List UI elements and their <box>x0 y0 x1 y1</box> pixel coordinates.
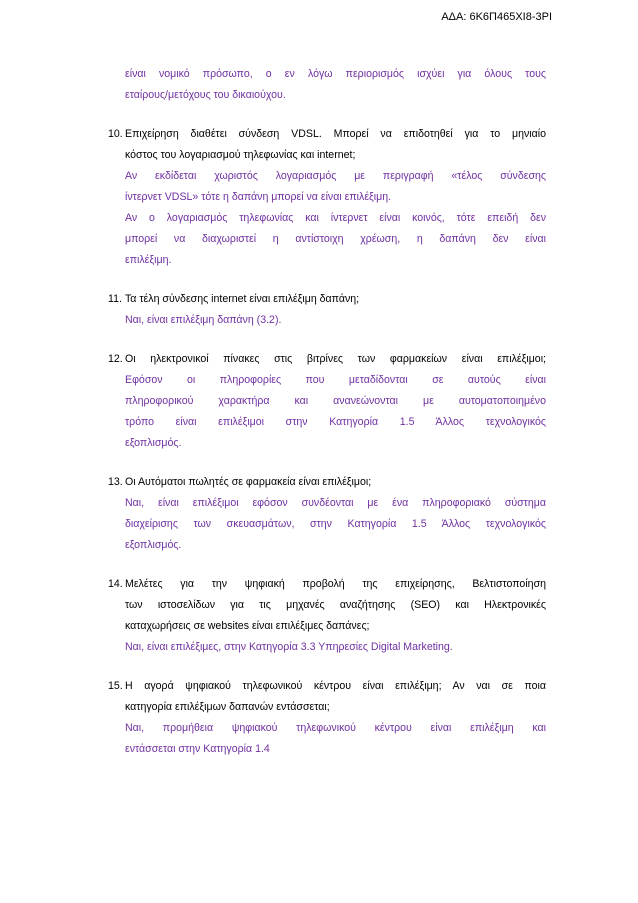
question-number: 14. <box>108 578 123 590</box>
question-body <box>125 124 546 271</box>
answer-text-line: Ναι, προμήθεια ψηφιακού τηλεφωνικού κέντρου είναι επιλέξιμη και <box>125 722 546 734</box>
answer-text-line: Ναι, είναι επιλέξιμοι εφόσον συνδέονται με ένα πληροφοριακό σύστημα <box>125 497 546 509</box>
question-text-line: κατηγορία επιλέξιμων δαπανών εντάσσεται; <box>125 701 330 713</box>
faq-list <box>108 124 546 760</box>
answer-text-line: Αν ο λογαριασμός τηλεφωνίας και ίντερνετ είναι κοινός, τότε επειδή δεν <box>125 212 546 224</box>
answer-text-line: Αν εκδίδεται χωριστός λογαριασμός με περιγραφή «τέλος σύνδεσης <box>125 170 546 182</box>
document-body <box>108 64 546 760</box>
question-text-line: κόστος του λογαριασμού τηλεφωνίας και internet; <box>125 149 356 161</box>
question-body <box>125 574 546 658</box>
answer-text-line: ίντερνετ VDSL» τότε η δαπάνη μπορεί να είναι επιλέξιμη. <box>125 191 392 203</box>
question-number: 13. <box>108 476 123 488</box>
document-ada-code: ΑΔΑ: 6Κ6Π465ΧΙ8-3ΡΙ <box>441 11 552 23</box>
answer-text-line: τρόπο είναι επιλέξιμοι στην Κατηγορία 1.5 Άλλος τεχνολογικός <box>125 416 546 428</box>
answer-text-line: εξοπλισμός. <box>125 437 182 449</box>
answer-text-line: Ναι, είναι επιλέξιμη δαπάνη (3.2). <box>125 314 282 326</box>
question-body <box>125 676 546 760</box>
question-text-line: Τα τέλη σύνδεσης internet είναι επιλέξιμη δαπάνη; <box>125 293 360 305</box>
question-number: 12. <box>108 353 123 365</box>
question-text-line: καταχωρήσεις σε websites είναι επιλέξιμες δαπάνες; <box>125 620 370 632</box>
question-number: 15. <box>108 680 123 692</box>
question-text-line: Μελέτες για την ψηφιακή προβολή της επιχείρησης, Βελτιστοποίηση <box>125 578 546 590</box>
faq-item <box>108 124 546 271</box>
faq-item <box>108 289 546 331</box>
faq-item <box>108 676 546 760</box>
question-number: 10. <box>108 128 123 140</box>
faq-item <box>108 574 546 658</box>
question-text-line: Οι ηλεκτρονικοί πίνακες στις βιτρίνες των φαρμακείων είναι επιλέξιμοι; <box>125 353 546 365</box>
question-body <box>125 349 546 454</box>
answer-text-line: επιλέξιμη. <box>125 254 172 266</box>
answer-text-line: εντάσσεται στην Κατηγορία 1.4 <box>125 743 270 755</box>
question-text-line: των ιστοσελίδων για τις μηχανές αναζήτησης (SEO) και Ηλεκτρονικές <box>125 599 546 611</box>
answer-text-line: πληροφορικού χαρακτήρα και ανανεώνονται με αυτοματοποιημένο <box>125 395 546 407</box>
question-text-line: Οι Αυτόματοι πωλητές σε φαρμακεία είναι επιλέξιμοι; <box>125 476 372 488</box>
question-body <box>125 289 546 331</box>
question-number: 11. <box>108 293 122 305</box>
faq-item <box>108 472 546 556</box>
answer-text-line: διαχείρισης των σκευασμάτων, στην Κατηγορία 1.5 Άλλος τεχνολογικός <box>125 518 546 530</box>
answer-text-line: είναι νομικό πρόσωπο, ο εν λόγω περιορισμός ισχύει για όλους τους <box>125 68 546 80</box>
answer-text-line: Εφόσον οι πληροφορίες που μεταδίδονται σε αυτούς είναι <box>125 374 546 386</box>
answer-text-line: Ναι, είναι επιλέξιμες, στην Κατηγορία 3.3 Υπηρεσίες Digital Marketing. <box>125 641 453 653</box>
question-text-line: Η αγορά ψηφιακού τηλεφωνικού κέντρου είναι επιλέξιμη; Αν ναι σε ποια <box>125 680 546 692</box>
question-body <box>125 472 546 556</box>
answer-text-line: εξοπλισμός. <box>125 539 182 551</box>
answer-text-line: εταίρους/μετόχους του δικαιούχου. <box>125 89 286 101</box>
question-text-line: Επιχείρηση διαθέτει σύνδεση VDSL. Μπορεί να επιδοτηθεί για το μηνιαίο <box>125 128 546 140</box>
continuation-paragraph <box>108 64 546 106</box>
answer-text-line: μπορεί να διαχωριστεί η αντίστοιχη χρέωση, η δαπάνη δεν είναι <box>125 233 546 245</box>
faq-item <box>108 349 546 454</box>
